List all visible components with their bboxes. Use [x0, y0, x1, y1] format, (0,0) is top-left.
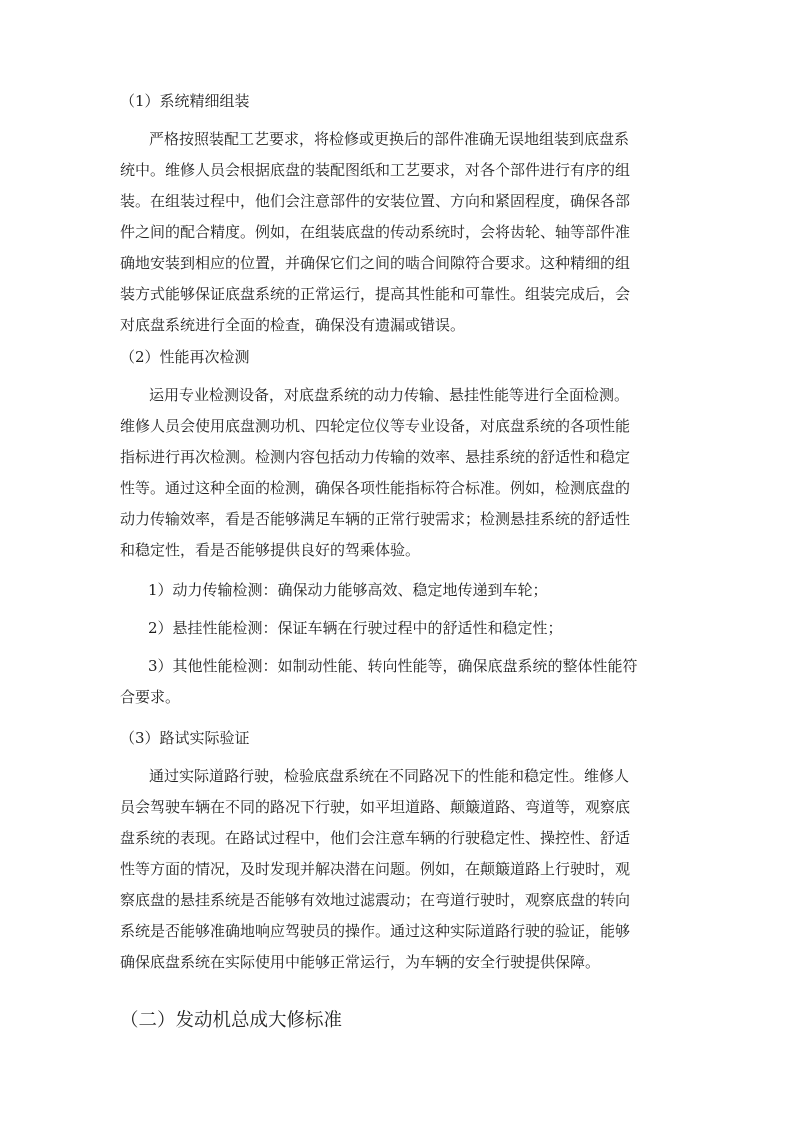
list-item [120, 575, 612, 606]
section-heading-1: （1）系统精细组装 [120, 92, 250, 110]
paragraph-2 [120, 380, 631, 566]
paragraph-1 [120, 124, 631, 341]
paragraph-line: 和稳定性，看是否能够提供良好的驾乘体验。 [120, 541, 421, 559]
paragraph-3 [120, 761, 631, 978]
paragraph-line: 确地安装到相应的位置，并确保它们之间的啮合间隙符合要求。这种精细的组 [120, 254, 631, 272]
list-line: 3）其他性能检测：如制动性能、转向性能等，确保底盘系统的整体性能符 [148, 657, 638, 675]
list-line: 1）动力传输检测：确保动力能够高效、稳定地传递到车轮； [148, 581, 548, 599]
section-heading-2: （2）性能再次检测 [120, 348, 250, 366]
paragraph-line: 通过实际道路行驶，检验底盘系统在不同路况下的性能和稳定性。维修人 [149, 767, 630, 785]
paragraph-line: 系统是否能够准确地响应驾驶员的操作。通过这种实际道路行驶的验证，能够 [120, 922, 631, 940]
list-item [120, 613, 612, 644]
chapter-heading: （二）发动机总成大修标准 [120, 1010, 343, 1031]
section-heading-3: （3）路试实际验证 [120, 729, 250, 747]
paragraph-line: 员会驾驶车辆在不同的路况下行驶，如平坦道路、颠簸道路、弯道等，观察底 [120, 798, 631, 816]
paragraph-line: 装方式能够保证底盘系统的正常运行，提高其性能和可靠性。组装完成后，会 [120, 285, 631, 303]
paragraph-line: 统中。维修人员会根据底盘的装配图纸和工艺要求，对各个部件进行有序的组 [120, 161, 631, 179]
paragraph-line: 盘系统的表现。在路试过程中，他们会注意车辆的行驶稳定性、操控性、舒适 [120, 829, 631, 847]
paragraph-line: 性等方面的情况，及时发现并解决潜在问题。例如，在颠簸道路上行驶时，观 [120, 860, 631, 878]
list-line: 2）悬挂性能检测：保证车辆在行驶过程中的舒适性和稳定性； [148, 619, 563, 637]
paragraph-line: 维修人员会使用底盘测功机、四轮定位仪等专业设备，对底盘系统的各项性能 [120, 417, 631, 435]
paragraph-line: 运用专业检测设备，对底盘系统的动力传输、悬挂性能等进行全面检测。 [149, 386, 630, 404]
paragraph-line: 件之间的配合精度。例如，在组装底盘的传动系统时，会将齿轮、轴等部件准 [120, 223, 631, 241]
paragraph-line: 对底盘系统进行全面的检查，确保没有遗漏或错误。 [120, 316, 466, 334]
paragraph-line: 装。在组装过程中，他们会注意部件的安装位置、方向和紧固程度，确保各部 [120, 192, 631, 210]
paragraph-line: 察底盘的悬挂系统是否能够有效地过滤震动；在弯道行驶时，观察底盘的转向 [120, 891, 631, 909]
paragraph-line: 指标进行再次检测。检测内容包括动力传输的效率、悬挂系统的舒适性和稳定 [120, 448, 631, 466]
paragraph-line: 严格按照装配工艺要求，将检修或更换后的部件准确无误地组装到底盘系 [149, 130, 630, 148]
paragraph-line: 性等。通过这种全面的检测，确保各项性能指标符合标准。例如，检测底盘的 [120, 479, 631, 497]
list-item [120, 651, 638, 713]
paragraph-line: 确保底盘系统在实际使用中能够正常运行，为车辆的安全行驶提供保障。 [120, 953, 601, 971]
list-line: 合要求。 [120, 688, 181, 706]
paragraph-line: 动力传输效率，看是否能够满足车辆的正常行驶需求；检测悬挂系统的舒适性 [120, 510, 631, 528]
document-page [120, 86, 638, 1043]
